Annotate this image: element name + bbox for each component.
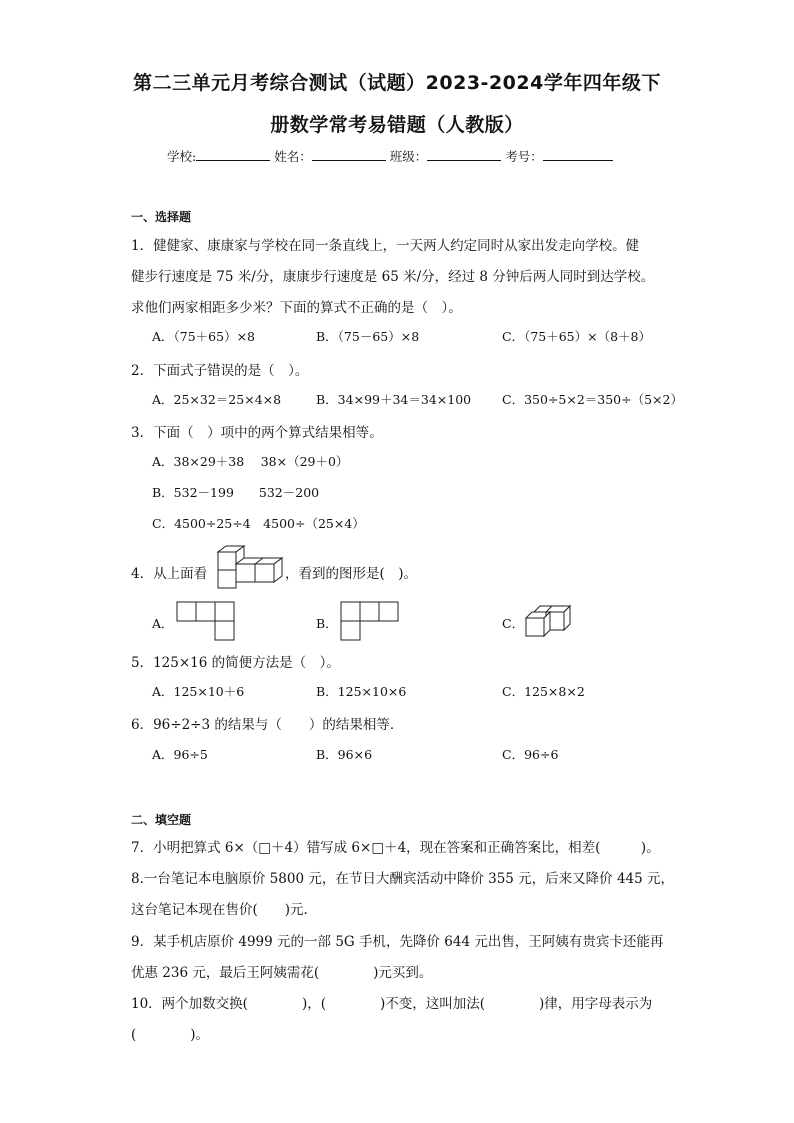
q6-option-a[interactable]: A．96÷5: [152, 747, 208, 762]
q4-option-c[interactable]: C．: [502, 616, 525, 631]
q6-text: 6．96÷2÷3 的结果与（ ）的结果相等．: [131, 717, 404, 733]
q10-line2: ( )。: [131, 1027, 210, 1043]
q4-option-b-figure: [339, 600, 401, 644]
page-title-line2: 册数学常考易错题（人教版）: [270, 114, 524, 136]
q3-option-b[interactable]: B．532－199 532－200: [152, 485, 320, 500]
name-blank[interactable]: [312, 146, 386, 161]
school-label: 学校:: [167, 149, 197, 164]
q4-option-a[interactable]: A．: [152, 616, 174, 631]
q4-cube-figure: [206, 544, 288, 590]
q1-line2: 健步行速度是 75 米/分，康康步行速度是 65 米/分，经过 8 分钟后两人同时到达学校。: [131, 269, 655, 285]
q9-line1: 9．某手机店原价 4999 元的一部 5G 手机，先降价 644 元出售，王阿姨有贵宾卡还能再: [131, 934, 664, 950]
student-info-line: [167, 146, 613, 165]
q3-option-a[interactable]: A．38×29＋38 38×（29＋0）: [152, 454, 349, 469]
q8-line2: 这台笔记本现在售价( )元.: [131, 902, 308, 918]
q6-option-b[interactable]: B．96×6: [316, 747, 373, 762]
q4-text-before: 4．从上面看: [131, 566, 208, 582]
q5-text: 5．125×16 的简便方法是（ ）。: [131, 655, 340, 671]
q2-option-b[interactable]: B．34×99＋34＝34×100: [316, 392, 472, 407]
q9-line2: 优惠 236 元，最后王阿姨需花( )元买到。: [131, 965, 433, 981]
number-label: 考号：: [505, 149, 543, 164]
q2-option-a[interactable]: A．25×32＝25×4×8: [152, 392, 282, 407]
section-fill-title: 二、填空题: [131, 813, 192, 827]
q8-line1: 8.一台笔记本电脑原价 5800 元，在节日大酬宾活动中降价 355 元，后来又降价 445 元，: [131, 871, 675, 887]
page-title-line1: 第二三单元月考综合测试（试题）2023-2024学年四年级下: [133, 72, 661, 94]
q1-option-c[interactable]: C．（75＋65）×（8＋8）: [502, 329, 652, 344]
section-choice-title: 一、选择题: [131, 210, 192, 224]
class-label: 班级：: [389, 149, 428, 164]
class-blank[interactable]: [427, 146, 501, 161]
q1-option-b[interactable]: B．（75－65）×8: [316, 329, 420, 344]
school-blank[interactable]: [196, 146, 270, 161]
q1-option-a[interactable]: A．（75＋65）×8: [152, 329, 256, 344]
q4-option-b[interactable]: B．: [316, 616, 338, 631]
q6-option-c[interactable]: C．96÷6: [502, 747, 559, 762]
q7-text: 7．小明把算式 6×（□＋4）错写成 6×□＋4，现在答案和正确答案比，相差( )。: [131, 840, 660, 856]
q5-option-b[interactable]: B．125×10×6: [316, 684, 407, 699]
q5-option-c[interactable]: C．125×8×2: [502, 684, 585, 699]
q3-option-c[interactable]: C．4500÷25÷4 4500÷（25×4）: [152, 516, 365, 531]
q4-option-c-figure: [524, 602, 576, 642]
q2-option-c[interactable]: C．350÷5×2＝350÷（5×2）: [502, 392, 683, 407]
q4-text-after: ，看到的图形是( )。: [285, 566, 418, 582]
number-blank[interactable]: [543, 146, 613, 161]
q3-text: 3．下面（ ）项中的两个算式结果相等。: [131, 425, 383, 441]
q4-option-a-figure: [175, 600, 237, 644]
q2-text: 2．下面式子错误的是（ ）。: [131, 363, 309, 379]
q10-line1: 10．两个加数交换( )，( )不变，这叫加法( )律，用字母表示为: [131, 996, 653, 1012]
q1-line1: 1．健健家、康康家与学校在同一条直线上，一天两人约定同时从家出发走向学校。健: [131, 238, 640, 254]
name-label: 姓名：: [274, 149, 312, 164]
q1-line3: 求他们两家相距多少米？下面的算式不正确的是（ ）。: [131, 300, 462, 316]
q5-option-a[interactable]: A．125×10＋6: [152, 684, 245, 699]
